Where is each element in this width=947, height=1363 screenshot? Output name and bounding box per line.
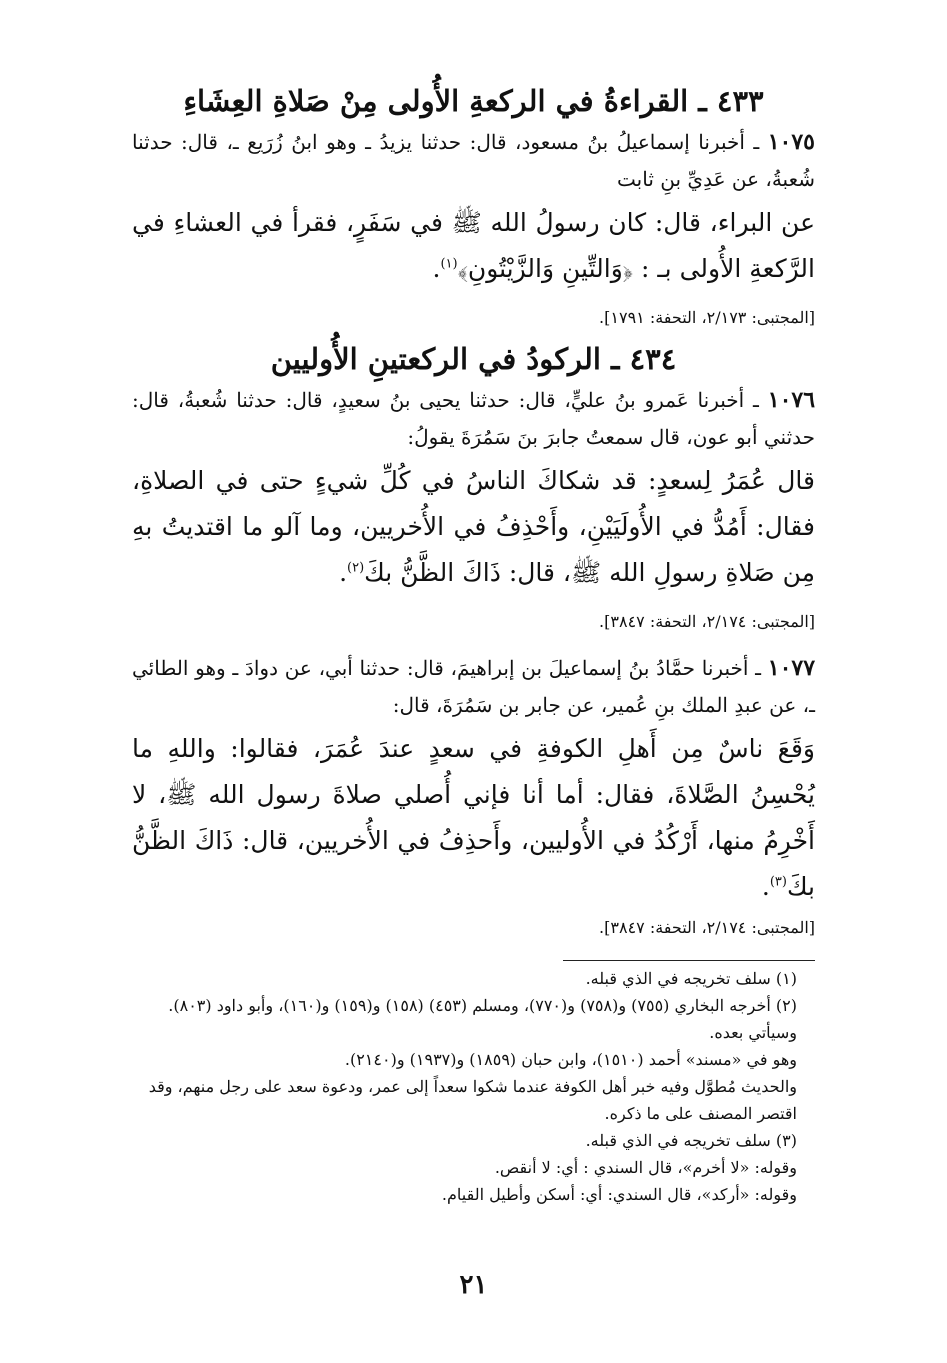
matn-end: . xyxy=(432,254,441,283)
footnote-2-continued: والحديث مُطوَّل وفيه خبر أهل الكوفة عندما شكوا سعداً إلى عمر، ودعوة سعد على رجل منهم، وقد اقتصر المصنف على ما ذكره. xyxy=(148,1077,797,1123)
footnote-separator xyxy=(563,960,815,961)
hadith-1075-reference: [المجتبى: ٢/١٧٣، التحفة: ١٧٩١]. xyxy=(599,308,815,327)
isnad-text: ـ أخبرنا حمَّادُ بنُ إسماعيلَ بن إبراهيمَ، قال: حدثنا أبي، عن دوادَ ـ وهو الطائي ـ، عن عبدِ الملك بنِ عُمير، عن جابر بن سَمُرَةَ، قال: xyxy=(132,656,815,717)
footnote-marker[interactable]: (٣) xyxy=(769,874,787,890)
chapter-heading-434: ٤٣٤ ـ الركودُ في الركعتينِ الأُوليين xyxy=(270,342,677,376)
hadith-number: ١٠٧٧ xyxy=(767,655,816,681)
footnotes xyxy=(132,965,815,1208)
hadith-1077-isnad xyxy=(132,650,815,724)
hadith-1076-isnad xyxy=(132,382,815,456)
footnote-2-continued: وسيأتي بعده. xyxy=(709,1023,797,1042)
matn-text: قال عُمَرُ لِسعدٍ: قد شكاكَ الناسُ في كُلِّ شيءٍ حتى في الصلاةِ، فقال: أَمُدُّ في الأُولَيَيْنِ، وأَحْذِفُ في الأُخريين، وما آلو ما اقتديتُ بهِ مِن صَلاةِ رسولِ الله ﷺ، قال: ذَاكَ الظَّنُّ بكَ xyxy=(132,466,815,587)
hadith-1076-reference: [المجتبى: ٢/١٧٤، التحفة: ٣٨٤٧]. xyxy=(599,612,815,631)
matn-text: عن البراء، قال: كان رسولُ الله ﷺ في سَفَرٍ، فقرأ في العشاءِ في الرَّكعةِ الأُولى بـ : ﴿وَالتِّينِ وَالزَّيْتُونِ﴾ xyxy=(132,208,815,283)
footnote-1: (١) سلف تخريجه في الذي قبله. xyxy=(585,969,797,988)
footnote-marker[interactable]: (٢) xyxy=(347,560,365,576)
matn-end: . xyxy=(339,558,348,587)
footnote-marker[interactable]: (١) xyxy=(440,256,458,272)
hadith-number: ١٠٧٥ xyxy=(767,129,815,155)
footnote-2-continued: وهو في «مسند» أحمد (١٥١٠)، وابن حبان (١٨٥٩) و(١٩٣٧) و(٢١٤٠). xyxy=(344,1050,797,1069)
footnote-3-continued: وقوله: «أركد»، قال السندي: أي: أسكن وأطيل القيام. xyxy=(441,1185,797,1204)
hadith-1076-matn xyxy=(132,458,815,596)
hadith-number: ١٠٧٦ xyxy=(767,387,816,413)
chapter-heading-433: ٤٣٣ ـ القراءةُ في الركعةِ الأُولى مِنْ صَلاةِ العِشَاءِ xyxy=(183,84,764,118)
footnote-3: (٣) سلف تخريجه في الذي قبله. xyxy=(585,1131,797,1150)
hadith-1075-isnad xyxy=(132,124,815,198)
hadith-1077-matn xyxy=(132,726,815,910)
footnote-2: (٢) أخرجه البخاري (٧٥٥) و(٧٥٨) و(٧٧٠)، ومسلم (٤٥٣) (١٥٨) و(١٥٩) و(١٦٠)، وأبو داود (٨٠٣). xyxy=(168,996,797,1015)
footnote-3-continued: وقوله: «لا أخرم»، قال السندي : أي: لا أنقص. xyxy=(494,1158,797,1177)
page-number: ٢١ xyxy=(459,1270,488,1300)
isnad-text: ـ أخبرنا إسماعيلُ بنُ مسعود، قال: حدثنا يزيدُ ـ وهو ابنُ زُرَيع ـ، قال: حدثنا شُعبةُ، عن عَدِيِّ بنِ ثابت xyxy=(132,130,815,191)
isnad-text: ـ أخبرنا عَمرو بنُ عليٍّ، قال: حدثنا يحيى بنُ سعيدٍ، قال: حدثنا شُعبةُ، قال: حدثني أبو عون، قال سمعتُ جابرَ بنَ سَمُرَةَ يقولُ: xyxy=(132,388,815,449)
hadith-1077-reference: [المجتبى: ٢/١٧٤، التحفة: ٣٨٤٧]. xyxy=(599,918,815,937)
hadith-1075-matn xyxy=(132,200,815,292)
matn-end: . xyxy=(761,872,770,901)
matn-text: وَقَعَ ناسٌ مِن أَهلِ الكوفةِ في سعدٍ عندَ عُمَرَ، فقالوا: واللهِ ما يُحْسِنُ الصَّلاةَ، فقال: أما أنا فإني أُصلي صلاةَ رسول الله ﷺ، لا أَخْرِمُ منها، أَرْكُدُ في الأُوليين، وأَحذِفُ في الأُخريين، قال: ذَاكَ الظَّنُّ بكَ xyxy=(132,734,815,901)
